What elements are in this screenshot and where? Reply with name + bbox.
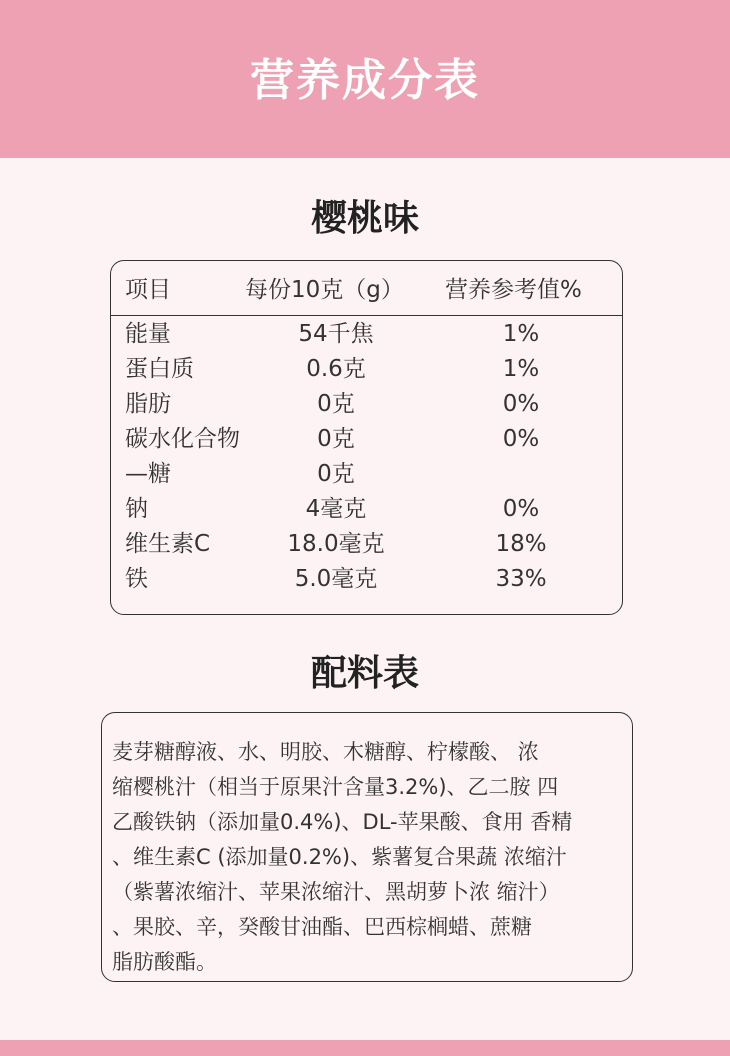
header-banner [0,0,730,158]
ingredients-line: 麦芽糖醇液、水、明胶、木糖醇、柠檬酸、 浓 [112,740,539,764]
table-row [111,389,622,424]
table-row [111,494,622,529]
ingredients-line: 、果胶、辛，癸酸甘油酯、巴西棕榈蜡、蔗糖 [112,915,532,939]
table-row [111,354,622,389]
page-title: 营养成分表 [250,55,480,106]
ingredients-box [101,712,633,982]
row-nrv: 0% [502,391,540,417]
footer-bar [0,1040,730,1056]
nutrition-table-header [111,261,622,315]
ingredients-line: 乙酸铁钠（添加量0.4%)、DL-苹果酸、食用 香精 [112,810,573,834]
ingredients-title: 配料表 [310,653,419,694]
row-per-serving: 54千焦 [298,321,374,347]
flavor-title: 樱桃味 [310,198,419,239]
row-item: 碳水化合物 [125,426,240,452]
table-row [111,319,622,354]
ingredients-line: 缩樱桃汁（相当于原果汁含量3.2%)、乙二胺 四 [112,775,559,799]
row-nrv: 0% [502,496,540,522]
table-row [111,529,622,564]
row-item: 铁 [125,566,148,592]
row-item: 维生素C [125,531,211,557]
table-divider [111,315,622,316]
row-item: 脂肪 [125,391,171,417]
table-row [111,459,622,494]
ingredients-text [112,735,620,980]
row-nrv: 1% [502,356,540,382]
column-header-item: 项目 [125,277,171,303]
row-per-serving: 4毫克 [305,496,367,522]
row-item: 能量 [125,321,171,347]
row-per-serving: 0.6克 [306,356,366,382]
row-per-serving: 5.0毫克 [294,566,378,592]
ingredients-line: （紫薯浓缩汁、苹果浓缩汁、黑胡萝卜浓 缩汁） [112,880,560,904]
row-item: 钠 [125,496,148,522]
table-row [111,564,622,599]
nutrition-table [110,260,623,615]
row-per-serving: 0克 [317,461,355,487]
column-header-per-serving: 每份10克（g） [245,277,404,303]
row-nrv: 18% [495,531,547,557]
row-nrv: 33% [495,566,547,592]
table-row [111,424,622,459]
row-nrv: 0% [502,426,540,452]
column-header-nrv: 营养参考值% [445,277,582,303]
ingredients-line: 、维生素C (添加量0.2%)、紫薯复合果蔬 浓缩汁 [112,845,567,869]
ingredients-line: 脂肪酸酯。 [112,950,217,974]
row-per-serving: 0克 [317,426,355,452]
row-item: —糖 [125,461,171,487]
row-nrv: 1% [502,321,540,347]
row-per-serving: 18.0毫克 [287,531,385,557]
row-per-serving: 0克 [317,391,355,417]
row-item: 蛋白质 [125,356,194,382]
